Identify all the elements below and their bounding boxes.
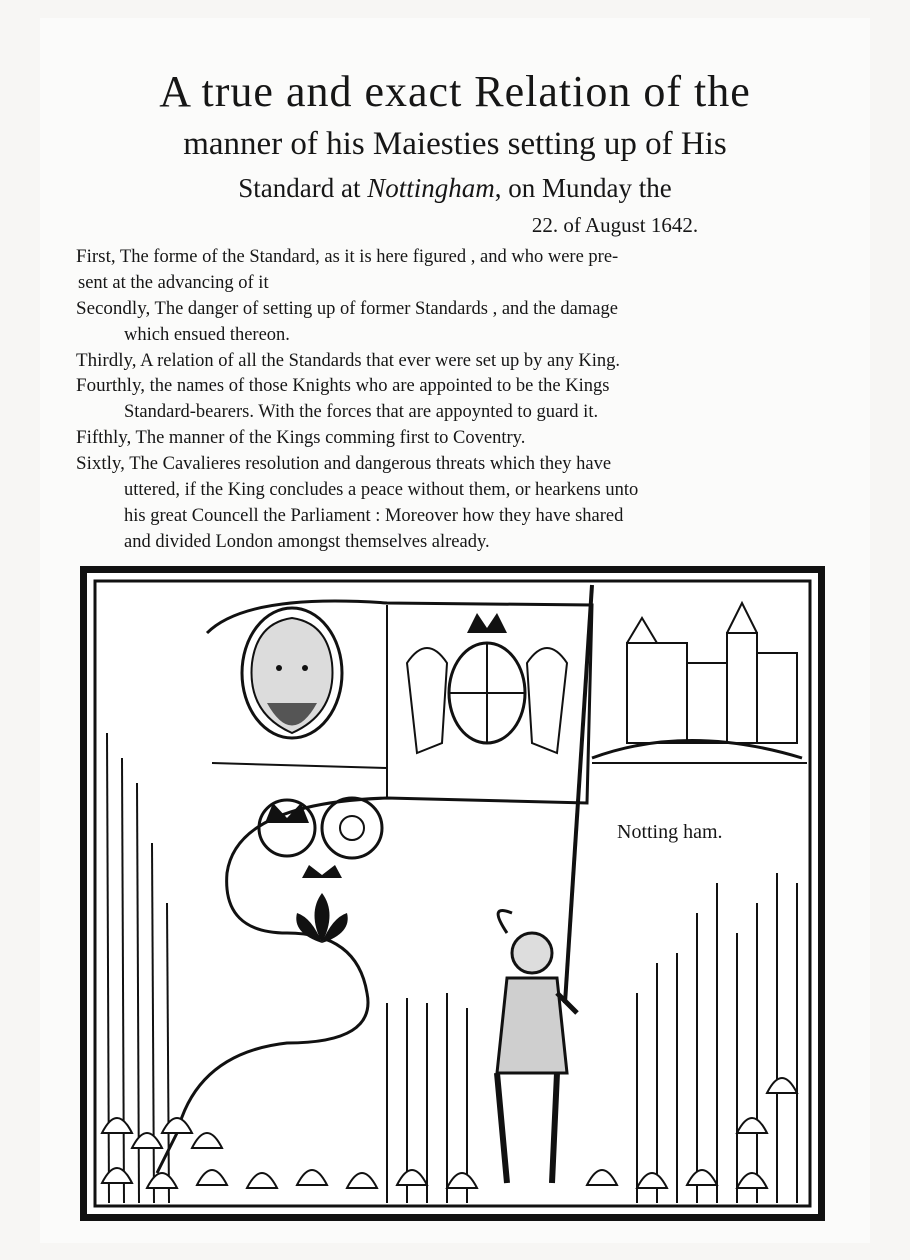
title-line-3 [0,173,910,204]
item-continuation: which ensued thereon. [124,325,290,345]
item-text: A relation of all the Standards that ever were set up by any King. [136,351,620,371]
item-first [76,244,846,296]
fleur-de-lis [296,865,347,943]
item-text: The forme of the Standard, as it is here figured , and who were pre- [115,247,619,267]
item-second [76,296,846,348]
item-fourth [76,373,846,425]
item-continuation: uttered, if the King concludes a peace without them, or hearkens unto [124,480,639,500]
item-fifth [76,425,846,451]
item-continuation: sent at the advancing of it [78,273,269,293]
item-lead: Fourthly, [76,375,145,396]
crown-and-rose [259,798,382,858]
item-lead: Fifthly, [76,427,132,448]
item-continuation: Standard-bearers. With the forces that are appoynted to guard it. [124,402,599,422]
banner-divider [212,763,387,798]
item-continuation: and divided London amongst themselves already. [124,532,490,552]
item-lead: Thirdly, [76,350,137,371]
item-lead: Secondly, [76,298,151,319]
item-text: The danger of setting up of former Standards , and the damage [150,299,618,319]
item-text: The Cavalieres resolution and dangerous threats which they have [124,454,612,474]
title-line-2: manner of his Maiesties setting up of His [183,126,727,162]
title-line-3-post: , on Munday the [494,173,672,203]
banner-outline [157,601,592,1173]
item-text: The manner of the Kings comming first to Coventry. [131,428,526,448]
item-lead: Sixtly, [76,453,125,474]
woodcut-drawing [87,573,818,1214]
nottingham-town [592,603,807,763]
title-place-name: Nottingham [367,173,495,203]
soldiers-helmets [102,1078,797,1188]
item-lead: First, [76,246,116,267]
king-portrait [242,608,342,738]
woodcut-illustration [80,566,825,1221]
title-line-1: A true and exact Relation of the [159,67,751,116]
pikemen-pikes [107,733,797,1203]
item-third [76,348,846,374]
place-label: Notting ham. [617,821,723,843]
item-sixth [76,451,846,555]
item-continuation: his great Councell the Parliament : Moreover how they have shared [124,506,624,526]
title-line-3-pre: Standard at [238,173,368,203]
title-date: 22. of August 1642. [531,213,699,237]
standard-bearer-knight [497,911,577,1184]
royal-arms [407,613,567,753]
item-text: the names of those Knights who are appointed to be the Kings [144,376,610,396]
